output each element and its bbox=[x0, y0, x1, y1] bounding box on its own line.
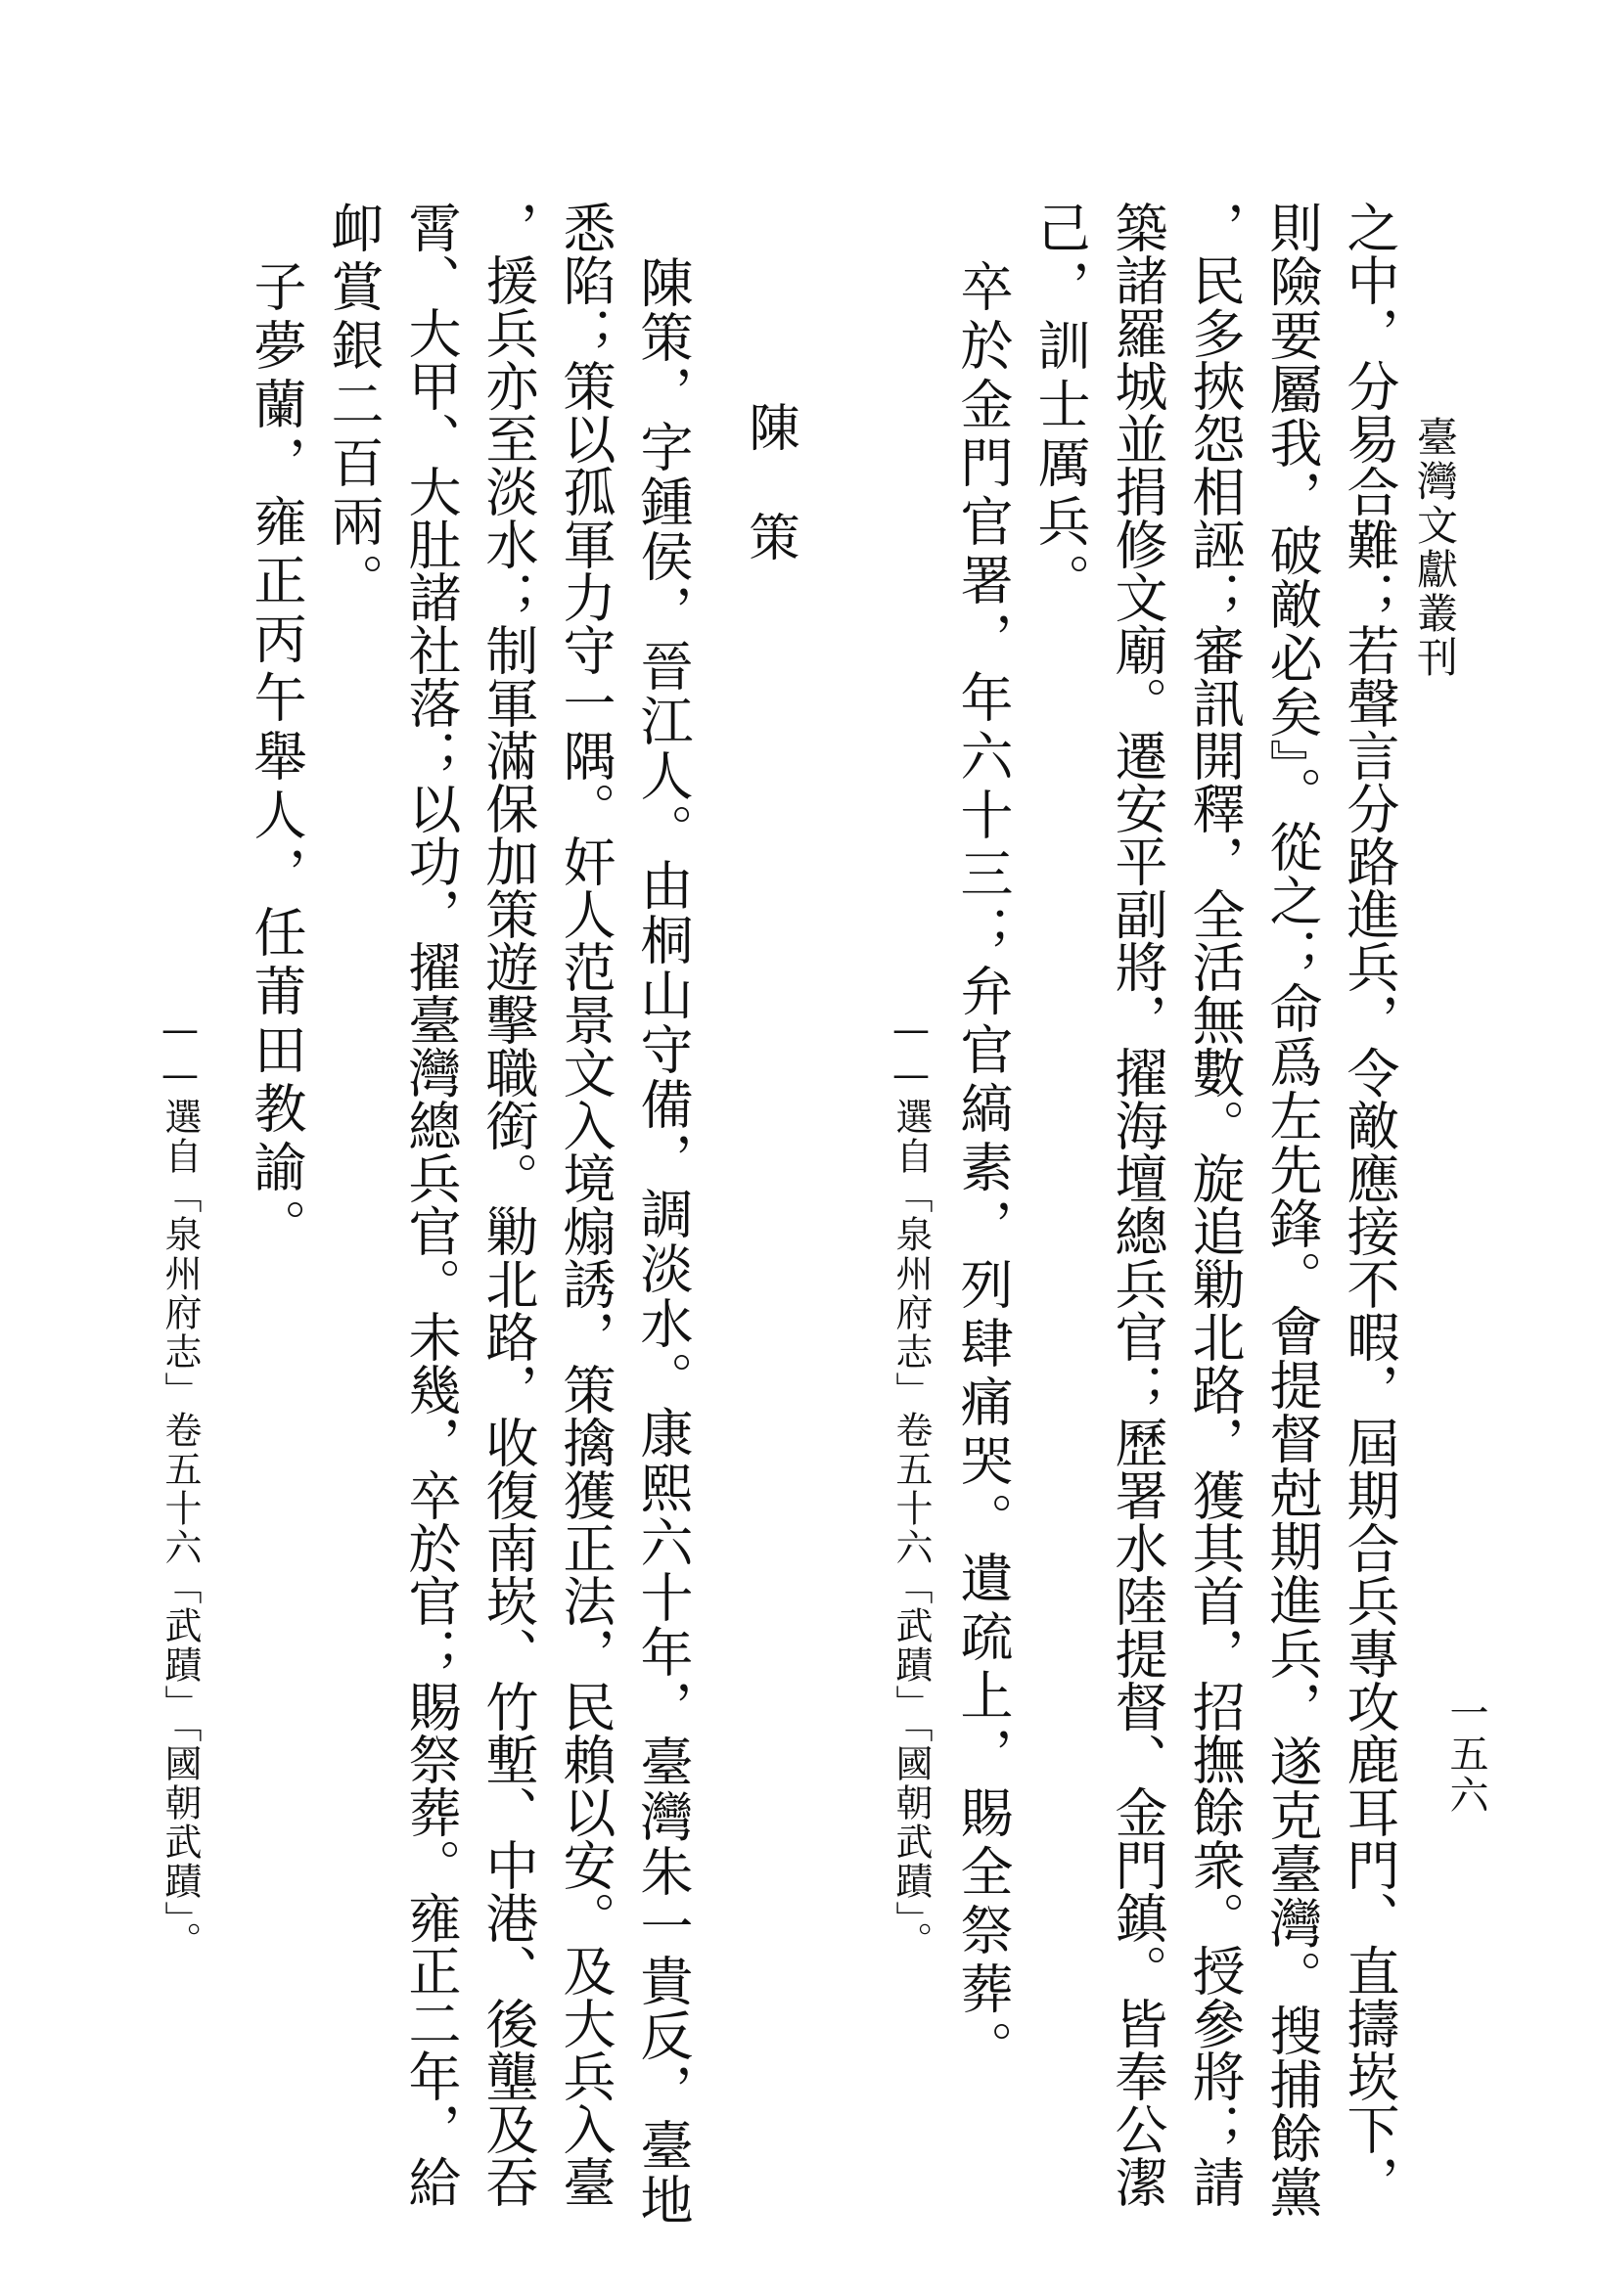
section2-line-6: 子夢蘭，雍正丙午舉人，任莆田教諭。 bbox=[246, 201, 307, 1257]
section2-line-2: 悉陷；策以孤軍力守一隅。奸人范景文入境煽誘，策擒獲正法，民賴以安。及大兵入臺 bbox=[555, 201, 616, 2208]
page-number: 一五六 bbox=[1443, 1692, 1488, 1816]
section2-line-5: 卹賞銀二百兩。 bbox=[323, 201, 385, 611]
book-title: 臺灣文獻叢刊 bbox=[1411, 416, 1459, 680]
section1-source: ——選自「泉州府志」卷五十六「武蹟」「國朝武蹟」。 bbox=[890, 1008, 933, 1960]
section2-heading: 陳策 bbox=[740, 401, 798, 620]
section1-line-3: ，民多挾怨相誣；審訊開釋，全活無數。旋追勦北路，獲其首，招撫餘衆。授參將；請 bbox=[1184, 201, 1246, 2208]
section1-line-1: 之中，分易合難；若聲言分路進兵，令敵應接不暇，屆期合兵專攻鹿耳門、直擣崁下， bbox=[1339, 201, 1400, 2208]
section2-source: ——選自「泉州府志」卷五十六「武蹟」「國朝武蹟」。 bbox=[159, 1008, 202, 1960]
section2-line-3: ，援兵亦至淡水；制軍滿保加策遊擊職銜。勦北路，收復南崁、竹塹、中港、後壟及吞 bbox=[478, 201, 539, 2208]
section2-line-4: 霄、大甲、大肚諸社落；以功，擢臺灣總兵官。未幾，卒於官；賜祭葬。雍正二年，給 bbox=[400, 201, 462, 2208]
section1-line-5: 己，訓士厲兵。 bbox=[1029, 201, 1091, 611]
section2-line-1: 陳策，字鍾侯，晉江人。由桐山守備，調淡水。康熙六十年，臺灣朱一貴反，臺地 bbox=[632, 201, 694, 2228]
section1-line-2: 則險要屬我，破敵必矣』。從之；命爲左先鋒。會提督尅期進兵，遂克臺灣。搜捕餘黨 bbox=[1261, 201, 1323, 2219]
section1-line-6: 卒於金門官署，年六十三；弁官縞素，列肆痛哭。遺疏上，賜全祭葬。 bbox=[952, 201, 1014, 2079]
section1-line-4: 築諸羅城並捐修文廟。遷安平副將，擢海壇總兵官；歷署水陸提督、金門鎮。皆奉公潔 bbox=[1107, 201, 1168, 2208]
